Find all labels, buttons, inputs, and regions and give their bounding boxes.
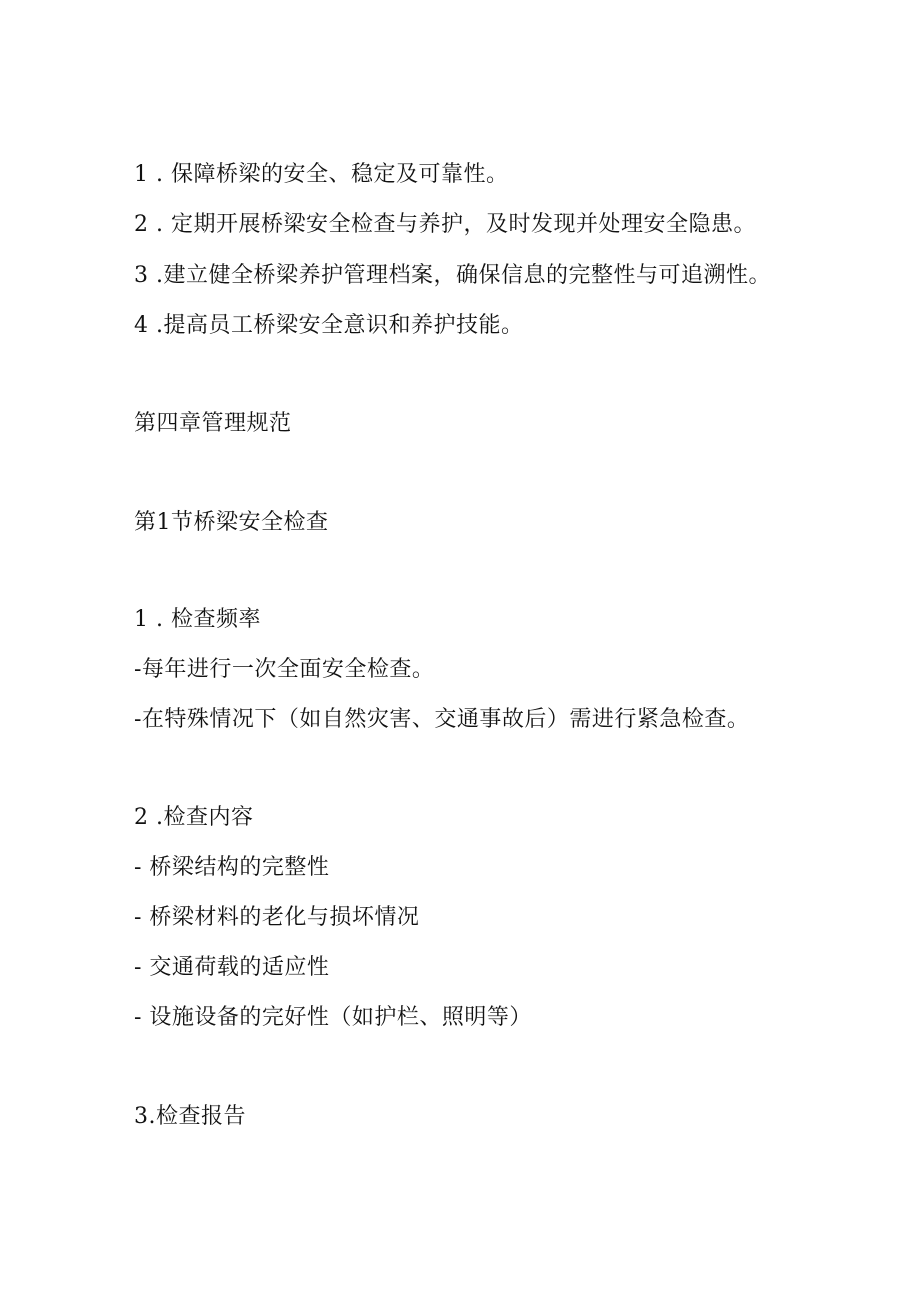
objective-item-3: 3 .建立健全桥梁养护管理档案，确保信息的完整性与可追溯性。 — [134, 263, 771, 288]
content-item-3: - 交通荷载的适应性 — [134, 955, 330, 980]
content-item-1: - 桥梁结构的完整性 — [134, 855, 330, 880]
section-title: 第1节桥梁安全检查 — [134, 510, 329, 535]
content-item-4: - 设施设备的完好性（如护栏、照明等） — [134, 1005, 532, 1030]
report-heading: 3.检查报告 — [134, 1104, 246, 1129]
objective-item-4: 4 .提高员工桥梁安全意识和养护技能。 — [134, 313, 524, 338]
objective-item-1: 1 . 保障桥梁的安全、稳定及可靠性。 — [134, 162, 509, 187]
objective-item-2: 2 . 定期开展桥梁安全检查与养护，及时发现并处理安全隐患。 — [134, 212, 756, 237]
content-item-2: - 桥梁材料的老化与损坏情况 — [134, 905, 420, 930]
frequency-item-2: -在特殊情况下（如自然灾害、交通事故后）需进行紧急检查。 — [134, 707, 750, 732]
frequency-heading: 1 . 检查频率 — [134, 607, 261, 632]
content-heading: 2 .检查内容 — [134, 805, 254, 830]
frequency-item-1: -每年进行一次全面安全检查。 — [134, 657, 435, 682]
chapter-title: 第四章管理规范 — [134, 411, 292, 436]
